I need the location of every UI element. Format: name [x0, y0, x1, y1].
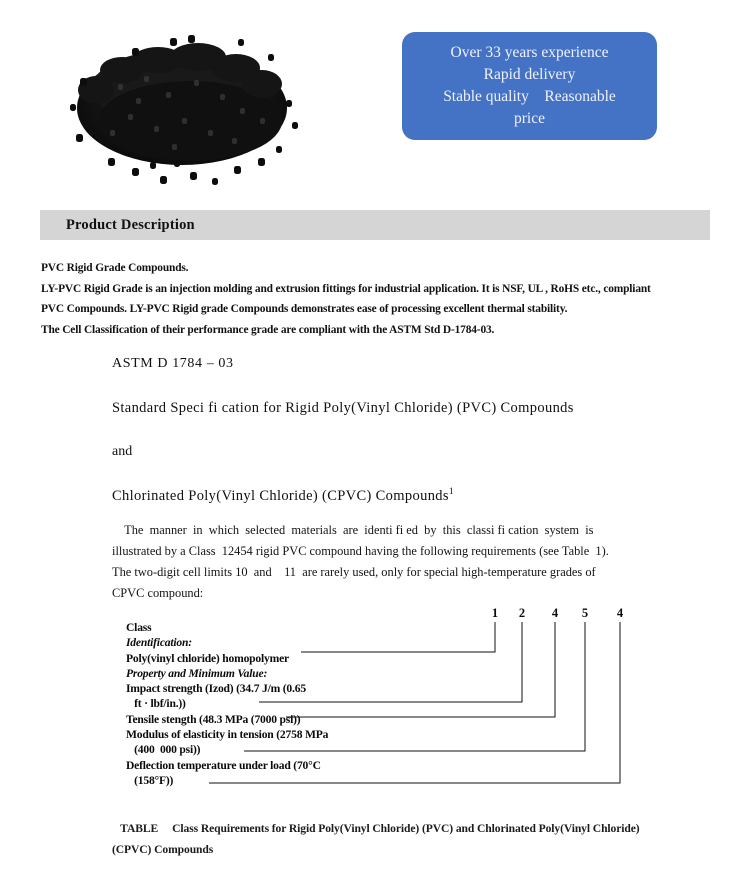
promo-line-4: price	[514, 110, 545, 127]
diagram-label: Tensile stength (48.3 MPa (7000 psi))	[126, 712, 301, 726]
promo-line-2: Rapid delivery	[483, 66, 576, 83]
diagram-label: Poly(vinyl chloride) homopolymer	[126, 651, 289, 665]
intro-line: LY-PVC Rigid Grade is an injection molding and extrusion fittings for industrial application. It is NSF, UL , RoHS etc., compliant	[41, 282, 651, 295]
diagram-label: Modulus of elasticity in tension (2758 MPa	[126, 728, 329, 742]
intro-line: The Cell Classification of their performance grade are compliant with the ASTM Std D-1784-03.	[41, 323, 495, 336]
header-accent-bar	[40, 210, 66, 240]
classification-explanation	[112, 520, 642, 604]
page-title: Product Description	[66, 216, 195, 233]
product-intro-paragraph	[41, 258, 721, 340]
cell-digit-3: 4	[551, 606, 559, 620]
diagram-label: (400 000 psi))	[126, 743, 201, 757]
diagram-label: Property and Minimum Value:	[126, 666, 268, 680]
explanation-line: CPVC compound:	[112, 586, 204, 600]
astm-standard-block	[112, 356, 672, 505]
diagram-label: Deflection temperature under load (70°C	[126, 758, 321, 772]
product-photo	[62, 26, 302, 188]
promo-line-3: Stable quality Reasonable	[443, 88, 616, 105]
diagram-label: ft · lbf/in.))	[126, 697, 186, 711]
astm-designation: ASTM D 1784 – 03	[112, 356, 234, 371]
diagram-label: (158°F))	[126, 773, 174, 787]
table-caption-line: (CPVC) Compounds	[112, 843, 214, 856]
table-caption	[112, 818, 672, 860]
promo-banner	[402, 32, 657, 140]
explanation-line: The manner in which selected materials are identi fi ed by this classi fi cation system is	[112, 523, 594, 537]
intro-line: PVC Rigid Grade Compounds.	[41, 262, 189, 274]
diagram-label-list	[126, 620, 426, 788]
cell-digit-5: 4	[616, 606, 624, 620]
diagram-label: Identification:	[126, 636, 192, 650]
cell-digit-1: 1	[491, 606, 499, 620]
explanation-line: illustrated by a Class 12454 rigid PVC compound having the following requirements (see Table 1).	[112, 544, 609, 558]
diagram-label: Class	[126, 621, 152, 634]
astm-title-line-1: Standard Speci fi cation for Rigid Poly(Vinyl Chloride) (PVC) Compounds	[112, 400, 574, 416]
astm-title-line-2-text: Chlorinated Poly(Vinyl Chloride) (CPVC) Compounds	[112, 487, 449, 504]
pellet-pile-image	[62, 26, 302, 188]
astm-conjunction: and	[112, 444, 133, 459]
cell-digit-4: 5	[581, 606, 589, 620]
explanation-line: The two-digit cell limits 10 and 11 are rarely used, only for special high-temperature grades of	[112, 565, 596, 579]
product-description-header	[40, 210, 710, 240]
promo-line-1: Over 33 years experience	[450, 44, 609, 61]
cell-classification-diagram	[126, 606, 636, 786]
footnote-marker: 1	[448, 487, 454, 497]
promo-banner-text	[443, 42, 616, 130]
intro-line: PVC Compounds. LY-PVC Rigid grade Compounds demonstrates ease of processing excellent thermal stability.	[41, 303, 568, 315]
top-media-row	[0, 0, 750, 200]
cell-digit-2: 2	[518, 606, 526, 620]
diagram-label: Impact strength (Izod) (34.7 J/m (0.65	[126, 682, 306, 696]
astm-title-line-2	[112, 487, 672, 505]
table-caption-line: TABLE Class Requirements for Rigid Poly(Vinyl Chloride) (PVC) and Chlorinated Poly(Vinyl Chloride)	[112, 822, 640, 835]
